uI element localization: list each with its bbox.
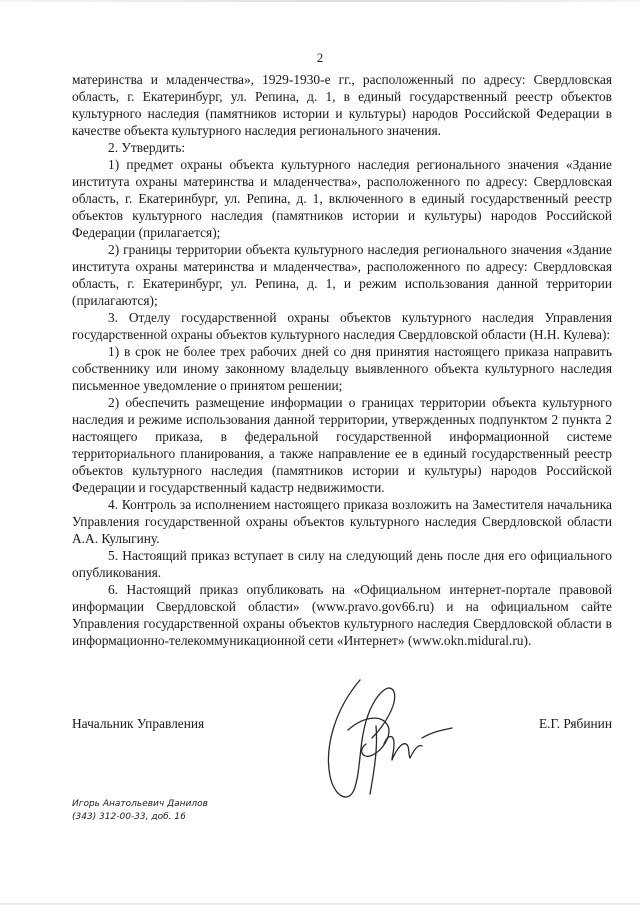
paragraph-control: 4. Контроль за исполнением настоящего приказа возложить на Заместителя начальника Управления государственной охраны объектов культурного наследия Свердловской области А.А. Кулыгину. [72, 497, 612, 546]
paragraph-continuation: материнства и младенчества», 1929-1930-е гг., расположенный по адресу: Свердловская область, г. Екатеринбург, ул. Репина, д. 1, в единый государственный реестр объектов культурного наследия (памятников истории и культуры) народов Российской Федерации в качестве объекта культурного наследия регионального значения. [72, 72, 612, 138]
paragraph-approve-heading: 2. Утвердить: [108, 140, 186, 155]
paragraph-publish-info: 2) обеспечить размещение информации о границах территории объекта культурного наследия и режиме использования данной территории, утвержденных подпунктом 2 пункта 2 настоящего приказа, в федеральной государственной информационной системе территориального планирования, а также направление ее в единый государственный реестр объектов культурного наследия (памятников истории и культуры) народов Российской Федерации и государственный кадастр недвижимости. [72, 395, 612, 495]
handwritten-signature [318, 668, 468, 823]
page-number: 2 [316, 50, 324, 65]
contact-info [72, 798, 208, 824]
signer-title: Начальник Управления [72, 716, 205, 731]
contact-phone: (343) 312-00-33, доб. 16 [72, 812, 186, 822]
paragraph-protection-subject: 1) предмет охраны объекта культурного наследия регионального значения «Здание института охраны материнства и младенчества», расположенного по адресу: Свердловская область, г. Екатеринбург, ул. Репина, д. 1, включенного в единый государственный реестр объектов культурного наследия (памятников истории и культуры) народов Российской Федерации (прилагается); [72, 157, 612, 240]
paragraph-effective-date: 5. Настоящий приказ вступает в силу на следующий день после дня его официального опубликования. [72, 548, 612, 580]
scan-top-edge [0, 0, 640, 2]
paragraph-territory-boundaries: 2) границы территории объекта культурного наследия регионального значения «Здание института охраны материнства и младенчества», расположенного по адресу: Свердловская область, г. Екатеринбург, ул. Репина, д. 1, и режим использования данной территории (прилагаются); [72, 242, 612, 308]
contact-name: Игорь Анатольевич Данилов [72, 799, 208, 809]
paragraph-notify-owner: 1) в срок не более трех рабочих дней со дня принятия настоящего приказа направить собственнику или иному законному владельцу выявленного объекта культурного наследия письменное уведомление о принятом решении; [72, 344, 612, 393]
paragraph-department-instruction: 3. Отделу государственной охраны объектов культурного наследия Управления государственной охраны объектов культурного наследия Свердловской области (Н.Н. Кулева): [72, 310, 612, 342]
signer-name: Е.Г. Рябинин [538, 716, 612, 731]
paragraph-publication: 6. Настоящий приказ опубликовать на «Официальном интернет-портале правовой информации Свердловской области» (www.pravo.gov66.ru) и на официальном сайте Управления государственной охраны объектов культурного наследия Свердловской области в информационно-телекоммуникационной сети «Интернет» (www.okn.midural.ru). [72, 582, 612, 648]
document-body [72, 71, 612, 649]
